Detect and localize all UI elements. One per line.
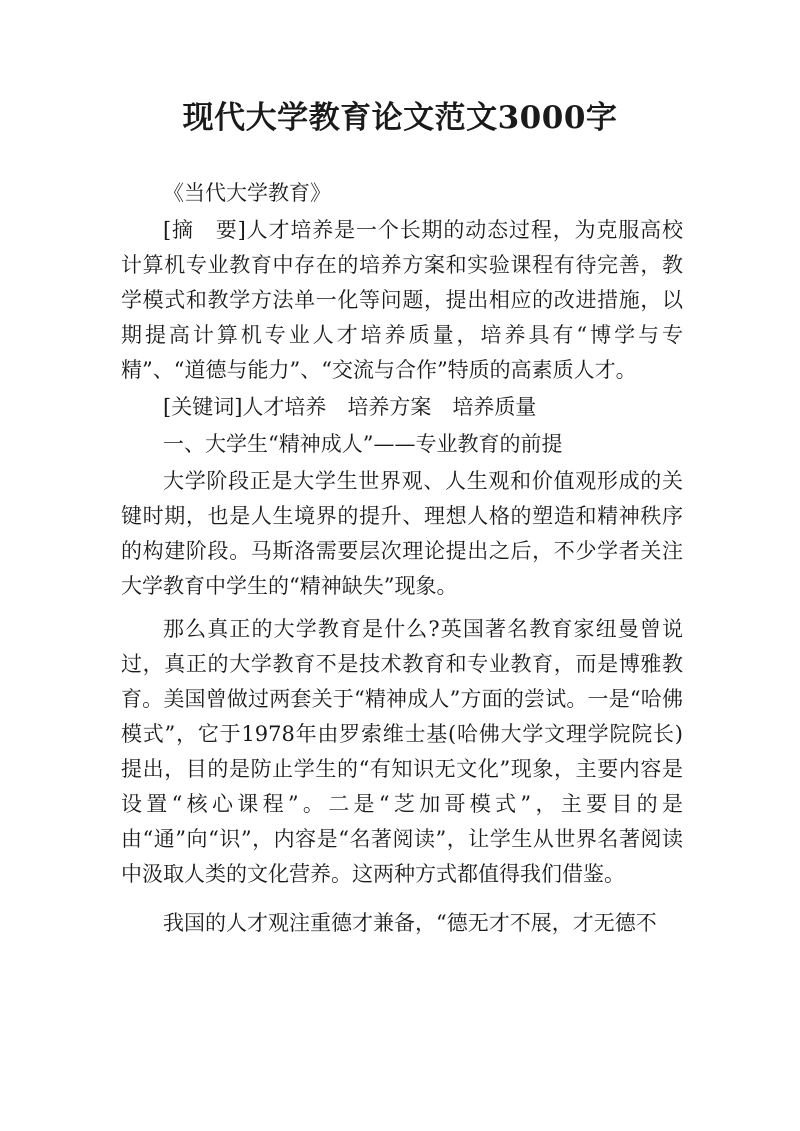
keywords-line: [关键词]人才培养 培养方案 培养质量 bbox=[163, 395, 537, 419]
body-paragraph-1: 大学阶段正是大学生世界观、人生观和价值观形成的关键时期，也是人生境界的提升、理想人格的塑造和精神秩序的构建阶段。马斯洛需要层次理论提出之后，不少学者关注大学教育中学生的“精神缺失”现象。 bbox=[121, 469, 683, 598]
body-paragraph-2: 那么真正的大学教育是什么?英国著名教育家纽曼曾说过，真正的大学教育不是技术教育和专业教育，而是博雅教育。美国曾做过两套关于“精神成人”方面的尝试。一是“哈佛模式”，它于1978年由罗索维士基(哈佛大学文理学院院长)提出，目的是防止学生的“有知识无文化”现象，主要内容是设置“核心课程”。二是“芝加哥模式”，主要目的是由“通”向“识”，内容是“名著阅读”，让学生从世界名著阅读中汲取人类的文化营养。这两种方式都值得我们借鉴。 bbox=[121, 617, 683, 886]
document-title: 现代大学教育论文范文3000字 bbox=[182, 100, 618, 136]
abstract-paragraph: [摘 要]人才培养是一个长期的动态过程，为克服高校计算机专业教育中存在的培养方案和实验课程有待完善，教学模式和教学方法单一化等问题，提出相应的改进措施，以期提高计算机专业人才培养质量，培养具有“博学与专精”、“道德与能力”、“交流与合作”特质的高素质人才。 bbox=[121, 218, 683, 382]
section-heading: 一、大学生“精神成人”——专业教育的前提 bbox=[163, 432, 563, 456]
source-line: 《当代大学教育》 bbox=[163, 181, 331, 205]
body-paragraph-3: 我国的人才观注重德才兼备，“德无才不展，才无德不 bbox=[163, 911, 657, 935]
document-body bbox=[121, 176, 683, 941]
